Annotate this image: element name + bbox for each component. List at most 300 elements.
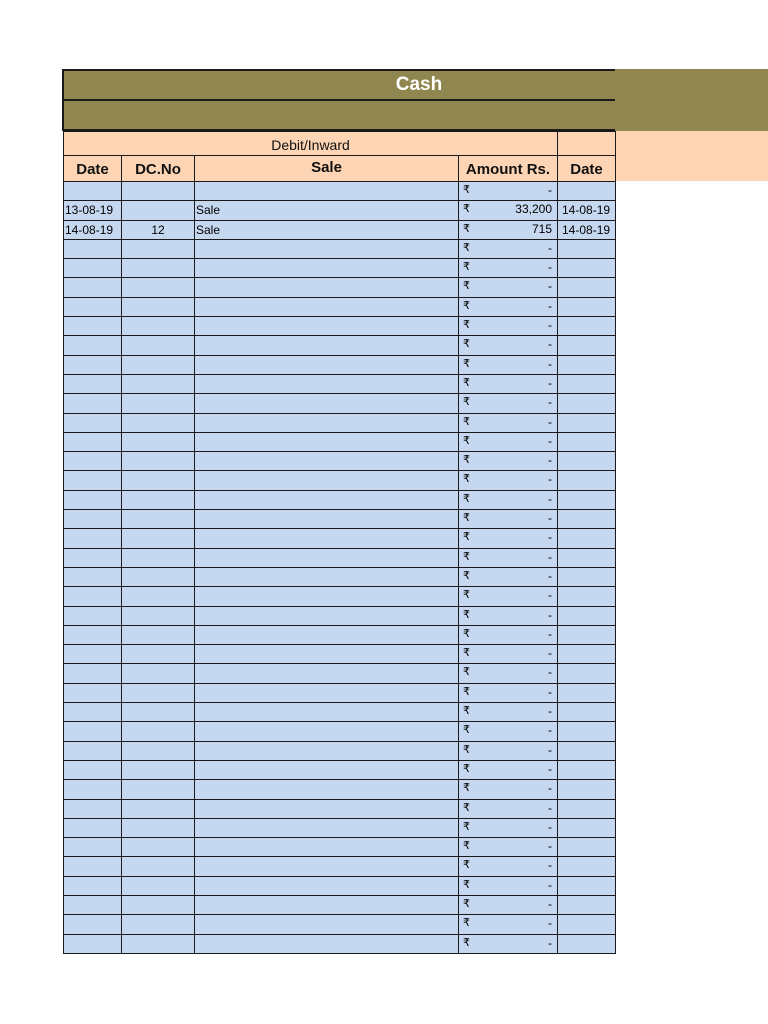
cell-date[interactable] <box>64 239 122 258</box>
table-row <box>64 567 616 586</box>
cell-amount[interactable] <box>459 529 558 548</box>
rupee-icon: ₹ <box>463 550 470 563</box>
cell-date-2[interactable] <box>558 182 616 201</box>
cell-date-2[interactable] <box>558 548 616 567</box>
rupee-icon: ₹ <box>463 473 470 486</box>
cell-date[interactable] <box>64 394 122 413</box>
cell-date[interactable] <box>64 413 122 432</box>
cell-amount[interactable] <box>459 317 558 336</box>
cell-dc-no[interactable] <box>122 317 195 336</box>
cell-date[interactable] <box>64 934 122 953</box>
table-row <box>64 239 616 258</box>
cell-date-2[interactable] <box>558 239 616 258</box>
cell-amount[interactable] <box>459 857 558 876</box>
cell-date[interactable] <box>64 838 122 857</box>
cell-amount[interactable] <box>459 278 558 297</box>
cell-date[interactable] <box>64 336 122 355</box>
cell-date-2[interactable] <box>558 317 616 336</box>
rupee-icon: ₹ <box>463 705 470 718</box>
rupee-icon: ₹ <box>463 820 470 833</box>
cell-dc-no[interactable] <box>122 374 195 393</box>
cell-sale[interactable] <box>195 413 459 432</box>
amount-value: - <box>548 472 552 487</box>
cell-dc-no[interactable] <box>122 741 195 760</box>
cell-date[interactable] <box>64 490 122 509</box>
cell-date-2[interactable] <box>558 645 616 664</box>
cell-amount[interactable] <box>459 413 558 432</box>
table-row <box>64 838 616 857</box>
cell-amount[interactable] <box>459 297 558 316</box>
column-header-amount[interactable]: Amount Rs. <box>458 155 558 182</box>
cell-date[interactable] <box>64 818 122 837</box>
rupee-icon: ₹ <box>463 492 470 505</box>
cell-dc-no[interactable] <box>122 664 195 683</box>
cell-sale[interactable] <box>195 529 459 548</box>
cell-date-2[interactable] <box>558 336 616 355</box>
cell-date[interactable] <box>64 259 122 278</box>
cell-sale[interactable] <box>195 317 459 336</box>
cell-date-2[interactable] <box>558 664 616 683</box>
amount-value: - <box>548 896 552 911</box>
amount-value: - <box>548 935 552 950</box>
cell-dc-no[interactable] <box>122 625 195 644</box>
cell-date[interactable]: 14-08-19 <box>64 220 122 239</box>
amount-value: - <box>548 684 552 699</box>
amount-value: - <box>548 414 552 429</box>
rupee-icon: ₹ <box>463 280 470 293</box>
cell-date-2[interactable] <box>558 780 616 799</box>
cell-sale[interactable] <box>195 394 459 413</box>
cell-sale[interactable] <box>195 625 459 644</box>
amount-value: - <box>548 665 552 680</box>
table-row <box>64 259 616 278</box>
cell-amount[interactable] <box>459 394 558 413</box>
cell-sale[interactable] <box>195 818 459 837</box>
cell-amount[interactable] <box>459 587 558 606</box>
cell-date[interactable] <box>64 857 122 876</box>
cell-amount[interactable] <box>459 625 558 644</box>
group-header-debit-inward[interactable]: Debit/Inward <box>63 131 558 156</box>
rupee-icon: ₹ <box>463 338 470 351</box>
cell-sale[interactable] <box>195 336 459 355</box>
cell-amount[interactable] <box>459 606 558 625</box>
cell-amount[interactable] <box>459 934 558 953</box>
cell-sale[interactable] <box>195 239 459 258</box>
cell-dc-no[interactable] <box>122 857 195 876</box>
cell-amount[interactable] <box>459 239 558 258</box>
table-row <box>64 587 616 606</box>
table-row <box>64 818 616 837</box>
cell-date-2[interactable] <box>558 895 616 914</box>
amount-value: 715 <box>531 221 552 236</box>
amount-value: - <box>548 761 552 776</box>
table-row <box>64 355 616 374</box>
cell-date-2[interactable] <box>558 374 616 393</box>
column-header-sale[interactable]: Sale <box>194 155 459 182</box>
cell-amount[interactable] <box>459 452 558 471</box>
cell-sale[interactable] <box>195 297 459 316</box>
cell-amount[interactable] <box>459 432 558 451</box>
table-row <box>64 780 616 799</box>
cell-amount[interactable] <box>459 818 558 837</box>
cell-date[interactable] <box>64 548 122 567</box>
cell-dc-no[interactable] <box>122 645 195 664</box>
cell-amount[interactable] <box>459 548 558 567</box>
cell-sale[interactable] <box>195 915 459 934</box>
cell-sale[interactable] <box>195 182 459 201</box>
cell-dc-no[interactable] <box>122 452 195 471</box>
cell-date-2[interactable] <box>558 934 616 953</box>
cell-sale[interactable] <box>195 587 459 606</box>
cell-date-2[interactable] <box>558 432 616 451</box>
cell-dc-no[interactable] <box>122 722 195 741</box>
rupee-icon: ₹ <box>463 531 470 544</box>
cell-sale[interactable] <box>195 510 459 529</box>
table-row <box>64 182 616 201</box>
cell-amount[interactable] <box>459 374 558 393</box>
cell-dc-no[interactable] <box>122 780 195 799</box>
cell-amount[interactable] <box>459 336 558 355</box>
cell-sale[interactable] <box>195 645 459 664</box>
cell-dc-no[interactable] <box>122 838 195 857</box>
cell-dc-no[interactable] <box>122 394 195 413</box>
rupee-icon: ₹ <box>463 241 470 254</box>
table-row <box>64 703 616 722</box>
cell-sale[interactable] <box>195 722 459 741</box>
cell-amount[interactable] <box>459 683 558 702</box>
cell-dc-no[interactable] <box>122 182 195 201</box>
cell-sale[interactable] <box>195 664 459 683</box>
cell-dc-no[interactable] <box>122 876 195 895</box>
cell-date[interactable] <box>64 722 122 741</box>
table-row <box>64 722 616 741</box>
cell-amount[interactable] <box>459 915 558 934</box>
table-row <box>64 895 616 914</box>
amount-value: - <box>548 511 552 526</box>
cell-date-2[interactable] <box>558 413 616 432</box>
amount-value: - <box>548 356 552 371</box>
table-row <box>64 278 616 297</box>
cell-amount[interactable] <box>459 201 558 220</box>
cell-dc-no[interactable] <box>122 278 195 297</box>
amount-value: - <box>548 916 552 931</box>
cell-date-2[interactable] <box>558 799 616 818</box>
cell-date-2[interactable] <box>558 490 616 509</box>
table-row <box>64 741 616 760</box>
cell-date-2[interactable] <box>558 683 616 702</box>
cell-date[interactable] <box>64 799 122 818</box>
rupee-icon: ₹ <box>463 685 470 698</box>
cell-date[interactable] <box>64 915 122 934</box>
cell-date-2[interactable] <box>558 510 616 529</box>
cell-dc-no[interactable]: 12 <box>122 220 195 239</box>
cell-sale[interactable] <box>195 452 459 471</box>
cell-dc-no[interactable] <box>122 432 195 451</box>
cell-amount[interactable] <box>459 780 558 799</box>
cell-date-2[interactable] <box>558 857 616 876</box>
rupee-icon: ₹ <box>463 666 470 679</box>
cell-date-2[interactable] <box>558 297 616 316</box>
cell-amount[interactable] <box>459 895 558 914</box>
cell-dc-no[interactable] <box>122 336 195 355</box>
rupee-icon: ₹ <box>463 724 470 737</box>
cell-dc-no[interactable] <box>122 683 195 702</box>
cell-date-2[interactable] <box>558 567 616 586</box>
amount-value: - <box>548 279 552 294</box>
table-row <box>64 413 616 432</box>
amount-value: - <box>548 704 552 719</box>
amount-value: - <box>548 491 552 506</box>
cell-date-2[interactable] <box>558 278 616 297</box>
cell-amount[interactable] <box>459 355 558 374</box>
cell-date[interactable] <box>64 278 122 297</box>
amount-value: - <box>548 839 552 854</box>
amount-value: - <box>548 530 552 545</box>
cell-amount[interactable] <box>459 838 558 857</box>
cell-amount[interactable] <box>459 182 558 201</box>
cell-dc-no[interactable] <box>122 818 195 837</box>
rupee-icon: ₹ <box>463 299 470 312</box>
cell-sale[interactable] <box>195 374 459 393</box>
ledger-table <box>63 181 616 954</box>
amount-value: - <box>548 318 552 333</box>
cell-sale[interactable] <box>195 760 459 779</box>
cell-dc-no[interactable] <box>122 567 195 586</box>
cell-date[interactable] <box>64 664 122 683</box>
rupee-icon: ₹ <box>463 897 470 910</box>
table-row <box>64 220 616 239</box>
table-row <box>64 529 616 548</box>
cell-dc-no[interactable] <box>122 529 195 548</box>
cell-date[interactable] <box>64 182 122 201</box>
cell-date[interactable] <box>64 895 122 914</box>
cell-date[interactable] <box>64 452 122 471</box>
amount-value: - <box>548 453 552 468</box>
cell-date-2[interactable] <box>558 625 616 644</box>
cell-dc-no[interactable] <box>122 413 195 432</box>
rupee-icon: ₹ <box>463 743 470 756</box>
cell-date-2[interactable] <box>558 838 616 857</box>
table-row <box>64 394 616 413</box>
cell-dc-no[interactable] <box>122 510 195 529</box>
cell-sale[interactable] <box>195 683 459 702</box>
table-row <box>64 915 616 934</box>
rupee-icon: ₹ <box>463 782 470 795</box>
amount-value: - <box>548 433 552 448</box>
table-row <box>64 490 616 509</box>
table-row <box>64 297 616 316</box>
table-row <box>64 645 616 664</box>
cell-sale[interactable] <box>195 471 459 490</box>
rupee-icon: ₹ <box>463 261 470 274</box>
cell-date[interactable] <box>64 567 122 586</box>
cell-date[interactable] <box>64 606 122 625</box>
cell-date-2[interactable]: 14-08-19 <box>558 201 616 220</box>
cell-date-2[interactable] <box>558 741 616 760</box>
cell-sale[interactable]: Sale <box>195 220 459 239</box>
cell-date-2[interactable] <box>558 915 616 934</box>
cell-amount[interactable] <box>459 567 558 586</box>
cell-date[interactable] <box>64 876 122 895</box>
cell-dc-no[interactable] <box>122 490 195 509</box>
cell-amount[interactable] <box>459 471 558 490</box>
column-header-dc-no[interactable]: DC.No <box>121 155 195 182</box>
cell-dc-no[interactable] <box>122 587 195 606</box>
table-row <box>64 857 616 876</box>
cell-date-2[interactable] <box>558 529 616 548</box>
amount-value: - <box>548 723 552 738</box>
cell-date-2[interactable] <box>558 471 616 490</box>
cell-date[interactable] <box>64 374 122 393</box>
cell-date[interactable]: 13-08-19 <box>64 201 122 220</box>
column-header-date[interactable]: Date <box>63 155 122 182</box>
cell-sale[interactable]: Sale <box>195 201 459 220</box>
cell-sale[interactable] <box>195 780 459 799</box>
cell-date-2[interactable]: 14-08-19 <box>558 220 616 239</box>
table-row <box>64 876 616 895</box>
cell-amount[interactable] <box>459 703 558 722</box>
cell-amount[interactable] <box>459 722 558 741</box>
cell-date[interactable] <box>64 317 122 336</box>
cell-dc-no[interactable] <box>122 915 195 934</box>
table-row <box>64 510 616 529</box>
cell-amount[interactable] <box>459 645 558 664</box>
amount-value: - <box>548 395 552 410</box>
amount-value: 33,200 <box>515 202 552 217</box>
cell-date[interactable] <box>64 432 122 451</box>
cell-sale[interactable] <box>195 799 459 818</box>
table-row <box>64 606 616 625</box>
cell-date-2[interactable] <box>558 452 616 471</box>
cell-date[interactable] <box>64 297 122 316</box>
rupee-icon: ₹ <box>463 319 470 332</box>
cell-date[interactable] <box>64 625 122 644</box>
cell-date[interactable] <box>64 780 122 799</box>
cell-dc-no[interactable] <box>122 355 195 374</box>
amount-value: - <box>548 858 552 873</box>
amount-value: - <box>548 742 552 757</box>
amount-value: - <box>548 646 552 661</box>
cell-date-2[interactable] <box>558 355 616 374</box>
cell-dc-no[interactable] <box>122 471 195 490</box>
sheet-title[interactable]: Cash <box>395 74 443 95</box>
amount-value: - <box>548 819 552 834</box>
amount-value: - <box>548 183 552 197</box>
table-row <box>64 625 616 644</box>
cell-date[interactable] <box>64 760 122 779</box>
cell-dc-no[interactable] <box>122 799 195 818</box>
cell-amount[interactable] <box>459 259 558 278</box>
cell-date[interactable] <box>64 683 122 702</box>
table-row <box>64 934 616 953</box>
cell-sale[interactable] <box>195 857 459 876</box>
cell-amount[interactable] <box>459 510 558 529</box>
cell-date-2[interactable] <box>558 394 616 413</box>
cell-dc-no[interactable] <box>122 548 195 567</box>
table-row <box>64 374 616 393</box>
cell-sale[interactable] <box>195 567 459 586</box>
cell-dc-no[interactable] <box>122 239 195 258</box>
amount-value: - <box>548 588 552 603</box>
cell-date[interactable] <box>64 471 122 490</box>
cell-sale[interactable] <box>195 703 459 722</box>
cell-dc-no[interactable] <box>122 703 195 722</box>
cell-date[interactable] <box>64 645 122 664</box>
cell-date[interactable] <box>64 741 122 760</box>
table-row <box>64 471 616 490</box>
cell-dc-no[interactable] <box>122 297 195 316</box>
cell-date-2[interactable] <box>558 818 616 837</box>
amount-value: - <box>548 781 552 796</box>
cell-amount[interactable] <box>459 876 558 895</box>
table-row <box>64 548 616 567</box>
cell-sale[interactable] <box>195 355 459 374</box>
cell-amount[interactable] <box>459 741 558 760</box>
cell-date-2[interactable] <box>558 703 616 722</box>
cell-sale[interactable] <box>195 838 459 857</box>
rupee-icon: ₹ <box>463 434 470 447</box>
rupee-icon: ₹ <box>463 762 470 775</box>
cell-dc-no[interactable] <box>122 259 195 278</box>
amount-value: - <box>548 568 552 583</box>
cell-date[interactable] <box>64 587 122 606</box>
cell-date[interactable] <box>64 529 122 548</box>
amount-value: - <box>548 260 552 275</box>
cell-date-2[interactable] <box>558 259 616 278</box>
cell-sale[interactable] <box>195 432 459 451</box>
cell-dc-no[interactable] <box>122 760 195 779</box>
amount-value: - <box>548 800 552 815</box>
cell-date-2[interactable] <box>558 606 616 625</box>
rupee-icon: ₹ <box>463 647 470 660</box>
cell-sale[interactable] <box>195 606 459 625</box>
cell-amount[interactable] <box>459 490 558 509</box>
amount-value: - <box>548 298 552 313</box>
table-row <box>64 336 616 355</box>
cell-date-2[interactable] <box>558 760 616 779</box>
cell-dc-no[interactable] <box>122 606 195 625</box>
rupee-icon: ₹ <box>463 569 470 582</box>
cell-amount[interactable] <box>459 760 558 779</box>
cell-amount[interactable] <box>459 664 558 683</box>
cell-amount[interactable] <box>459 220 558 239</box>
cell-sale[interactable] <box>195 490 459 509</box>
cell-dc-no[interactable] <box>122 201 195 220</box>
rupee-icon: ₹ <box>463 184 470 196</box>
cell-date-2[interactable] <box>558 587 616 606</box>
group-header-cell-right[interactable] <box>557 131 616 156</box>
cell-dc-no[interactable] <box>122 934 195 953</box>
cell-date-2[interactable] <box>558 876 616 895</box>
cell-dc-no[interactable] <box>122 895 195 914</box>
cell-date[interactable] <box>64 355 122 374</box>
column-header-date-2[interactable]: Date <box>557 155 616 182</box>
cell-sale[interactable] <box>195 895 459 914</box>
cell-sale[interactable] <box>195 934 459 953</box>
cell-sale[interactable] <box>195 548 459 567</box>
cell-sale[interactable] <box>195 278 459 297</box>
cell-sale[interactable] <box>195 876 459 895</box>
rupee-icon: ₹ <box>463 627 470 640</box>
cell-amount[interactable] <box>459 799 558 818</box>
cell-sale[interactable] <box>195 259 459 278</box>
cell-date-2[interactable] <box>558 722 616 741</box>
amount-value: - <box>548 337 552 352</box>
cell-sale[interactable] <box>195 741 459 760</box>
cell-date[interactable] <box>64 703 122 722</box>
rupee-icon: ₹ <box>463 589 470 602</box>
cell-date[interactable] <box>64 510 122 529</box>
